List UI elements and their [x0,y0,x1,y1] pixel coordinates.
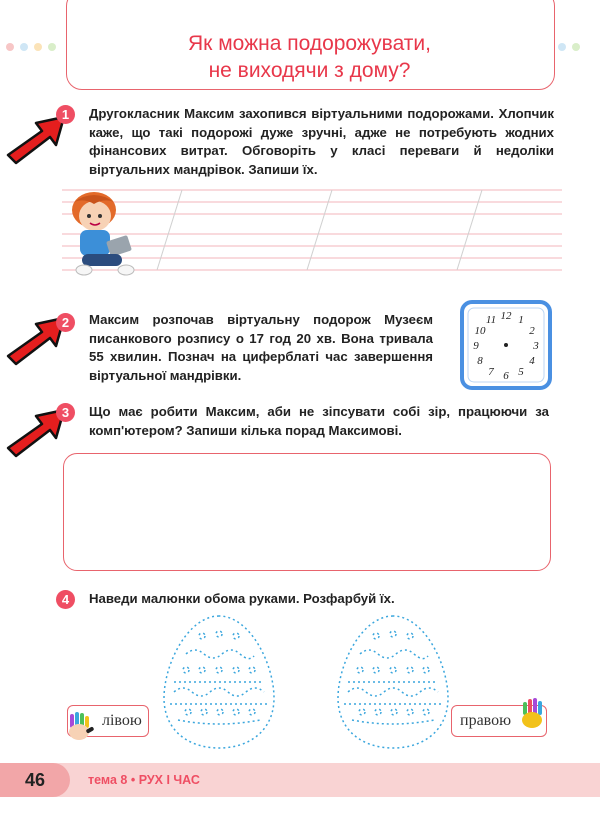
easter-egg-outline[interactable] [158,612,280,752]
easter-egg-outline[interactable] [332,612,454,752]
left-hand-box [67,705,149,737]
left-hand-icon [66,712,96,746]
clock-numeral: 7 [488,366,494,378]
right-hand-icon [518,698,546,732]
clock-numeral: 8 [477,355,483,367]
clock-numeral: 2 [529,325,535,337]
left-hand-label: лівою [102,712,142,729]
clock-numeral: 1 [518,314,524,326]
page-title-line-2: не виходячи з дому? [208,59,411,82]
clock-numeral: 12 [500,310,512,322]
task-2-text: Максим розпочав віртуальну подорож Музеєм писанкового розпису о 17 год 20 хв. Вона тривала 55 хвилин. Познач на циферблаті час завершення віртуальної мандрівки. [89,312,433,383]
task-4-text: Наведи малюнки обома руками. Розфарбуй їх. [89,591,395,606]
right-hand-box [451,705,547,737]
task-number-1: 1 [56,105,75,124]
clock-icon[interactable] [460,300,552,390]
right-hand-label: правою [460,712,512,729]
task-number-3: 3 [56,403,75,422]
clock-numeral: 4 [529,355,535,367]
task-1-text: Другокласник Максим захопився віртуальними подорожами. Хлопчик каже, що такі подорожі дуже зручні, адже не потребують жодних фінансових витрат. Обговоріть у класі переваги й недоліки віртуальних мандрівок. Запиши їх. [89,106,554,177]
footer-topic: тема 8 • РУХ І ЧАС [88,773,200,787]
clock-numeral: 11 [485,314,497,326]
page-number: 46 [0,763,70,797]
decorative-dots-left [6,38,62,48]
task-3-text: Що має робити Максим, аби не зіпсувати собі зір, працюючи за комп'ютером? Запиши кілька порад Максимові. [89,404,549,438]
page-title-line-1: Як можна подорожувати, [188,32,431,55]
clock-numeral: 5 [518,366,524,378]
clock-numeral: 6 [503,370,509,382]
clock-numeral: 3 [533,340,539,352]
clock-numeral: 10 [474,325,486,337]
page-title [66,30,553,84]
boy-laptop-illustration [64,190,144,282]
clock-numeral: 9 [473,340,479,352]
task-number-4: 4 [56,590,75,609]
task-number-2: 2 [56,313,75,332]
answer-box[interactable] [63,453,551,571]
